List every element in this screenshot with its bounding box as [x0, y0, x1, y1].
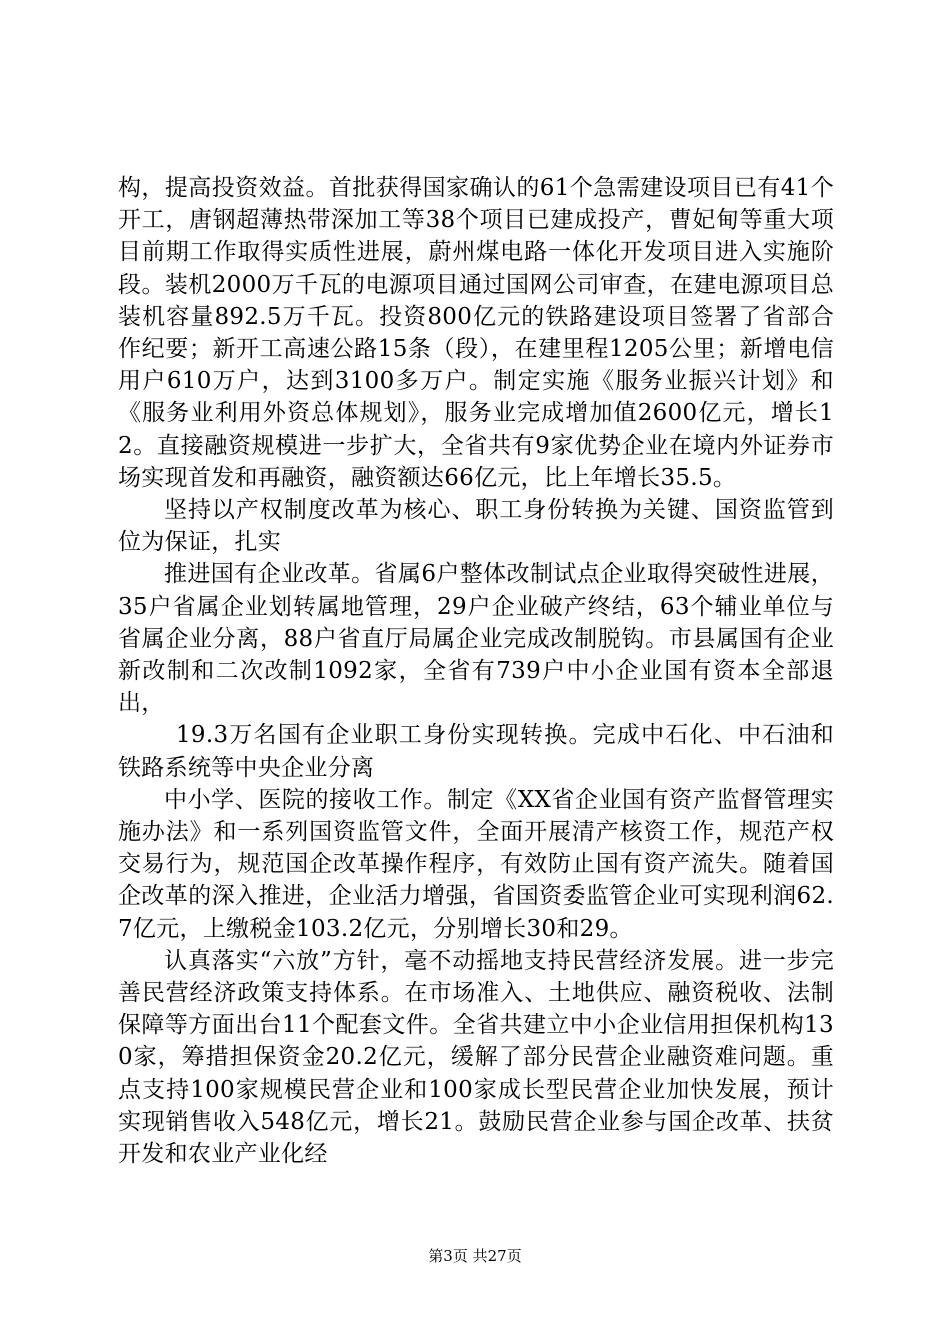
page-number-footer: 第3页 共27页 — [428, 1247, 522, 1265]
paragraph-4: 19.3万名国有企业职工身份实现转换。完成中石化、中石油和铁路系统等中央企业分离 — [118, 722, 834, 781]
paragraph-5: 中小学、医院的接收工作。制定《XX省企业国有资产监督管理实施办法》和一系列国资监管文件，全面开展清产核资工作，规范产权交易行为，规范国企改革操作程序，有效防止国有资产流失。随着国企改革的深入推进，企业活力增强，省国资委监管企业可实现利润62.7亿元，上缴税金103.2亿元，分别增长30和29。 — [118, 786, 834, 942]
paragraph-6: 认真落实“六放”方针，毫不动摇地支持民营经济发展。进一步完善民营经济政策支持体系。在市场准入、土地供应、融资税收、法制保障等方面出台11个配套文件。全省共建立中小企业信用担保机构130家，筹措担保资金20.2亿元，缓解了部分民营企业融资难问题。重点支持100家规模民营企业和100家成长型民营企业加快发展，预计实现销售收入548亿元，增长21。鼓励民营企业参与国企改革、扶贫开发和农业产业化经 — [118, 947, 834, 1168]
document-body — [118, 172, 834, 1170]
paragraph-2: 坚持以产权制度改革为核心、职工身份转换为关键、国资监管到位为保证，扎实 — [118, 497, 834, 556]
paragraph-1: 构，提高投资效益。首批获得国家确认的61个急需建设项目已有41个开工，唐钢超薄热带深加工等38个项目已建成投产，曹妃甸等重大项目前期工作取得实质性进展，蔚州煤电路一体化开发项目进入实施阶段。装机2000万千瓦的电源项目通过国网公司审查，在建电源项目总装机容量892.5万千瓦。投资800亿元的铁路建设项目签署了省部合作纪要；新开工高速公路15条（段），在建里程1205公里；新增电信用户610万户，达到3100多万户。制定实施《服务业振兴计划》和《服务业利用外资总体规划》，服务业完成增加值2600亿元，增长12。直接融资规模进一步扩大，全省共有9家优势企业在境内外证券市场实现首发和再融资，融资额达66亿元，比上年增长35.5。 — [118, 175, 834, 491]
paragraph-3: 推进国有企业改革。省属6户整体改制试点企业取得突破性进展，35户省属企业划转属地管理，29户企业破产终结，63个辅业单位与省属企业分离，88户省直厅局属企业完成改制脱钩。市县属国有企业新改制和二次改制1092家，全省有739户中小企业国有资本全部退出， — [118, 561, 834, 717]
